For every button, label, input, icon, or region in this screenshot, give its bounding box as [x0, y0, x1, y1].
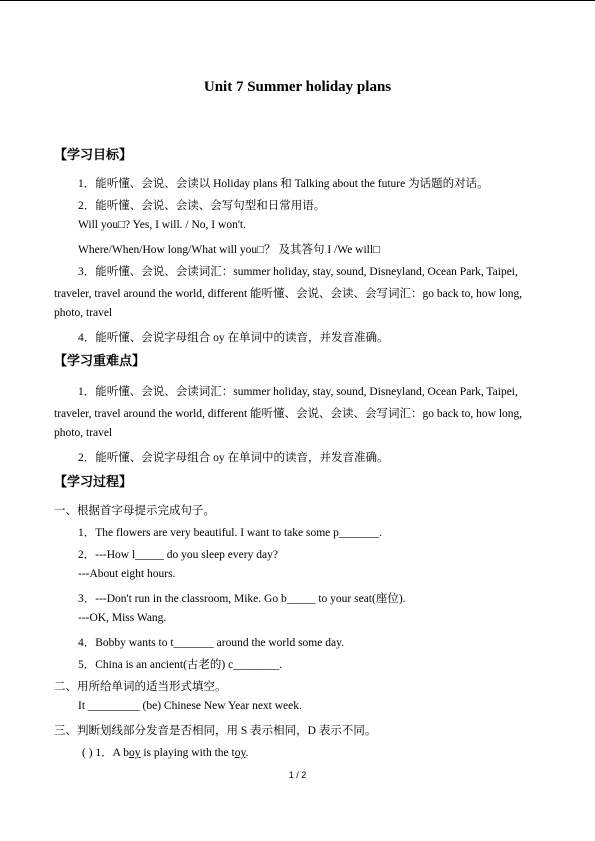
section-3-title: 三、判断划线部分发音是否相同，用 S 表示相同，D 表示不同。: [54, 725, 377, 737]
section-2-question-1: It _________ (be) Chinese New Year next week.: [78, 700, 302, 712]
section-1-question-4: 4．Bobby wants to t_______ around the world some day.: [78, 637, 344, 649]
difficulty-item-2: 2．能听懂、会说字母组合 oy 在单词中的读音，并发音准确。: [78, 452, 389, 464]
goal-item-2-sentence-b: Where/When/How long/What will you□？ 及其答句 I /We will□: [78, 244, 381, 256]
section-1-answer-3: ---OK, Miss Wang.: [78, 612, 167, 624]
s3-q1-underlined-1: oy: [128, 747, 141, 759]
section-2-title: 二、用所给单词的适当形式填空。: [54, 681, 227, 693]
s3-q1-end: .: [245, 747, 249, 759]
s3-q1-underlined-2: oy: [234, 747, 246, 759]
goal-item-3-line-3: photo, travel: [54, 307, 113, 319]
difficulties-heading: 【学习重难点】: [54, 354, 146, 369]
section-1-question-1: 1．The flowers are very beautiful. I want to take some p_______.: [78, 527, 383, 539]
section-1-title: 一、根据首字母提示完成句子。: [54, 505, 215, 517]
page-title: Unit 7 Summer holiday plans: [203, 79, 392, 95]
goal-item-4: 4．能听懂、会说字母组合 oy 在单词中的读音，并发音准确。: [78, 332, 389, 344]
difficulty-item-1-line-2: traveler, travel around the world, different 能听懂、会说、会读、会写词汇：go back to, how long,: [54, 408, 523, 420]
section-1-answer-2: ---About eight hours.: [78, 568, 176, 580]
s3-q1-middle: is playing with the t: [140, 747, 235, 759]
page-top-border: [0, 0, 595, 1]
s3-q1-prefix: ( ) 1．A b: [82, 747, 129, 759]
goal-item-3-line-2: traveler, travel around the world, different 能听懂、会说、会读、会写词汇：go back to, how long,: [54, 288, 523, 300]
goal-item-2: 2．能听懂、会说、会读、会写句型和日常用语。: [78, 200, 326, 212]
section-1-question-2: 2．---How l_____ do you sleep every day?: [78, 549, 278, 561]
goal-item-2-sentence-a: Will you□? Yes, I will. / No, I won't.: [78, 219, 246, 231]
difficulty-item-1-line-1: 1．能听懂、会说、会读词汇：summer holiday, stay, sound, Disneyland, Ocean Park, Taipei,: [78, 386, 518, 398]
section-3-question-1: [82, 744, 248, 760]
goal-item-3-line-1: 3．能听懂、会说、会读词汇：summer holiday, stay, sound, Disneyland, Ocean Park, Taipei,: [78, 266, 518, 278]
difficulty-item-1-line-3: photo, travel: [54, 427, 113, 439]
section-1-question-5: 5．China is an ancient(古老的) c________.: [78, 659, 283, 671]
process-heading: 【学习过程】: [54, 475, 133, 490]
goal-item-1: 1．能听懂、会说、会读以 Holiday plans 和 Talking about the future 为话题的对话。: [78, 178, 489, 190]
page-number: 1 / 2: [288, 770, 307, 780]
section-1-question-3: 3．---Don't run in the classroom, Mike. Go b_____ to your seat(座位).: [78, 593, 406, 605]
goals-heading: 【学习目标】: [54, 148, 133, 163]
